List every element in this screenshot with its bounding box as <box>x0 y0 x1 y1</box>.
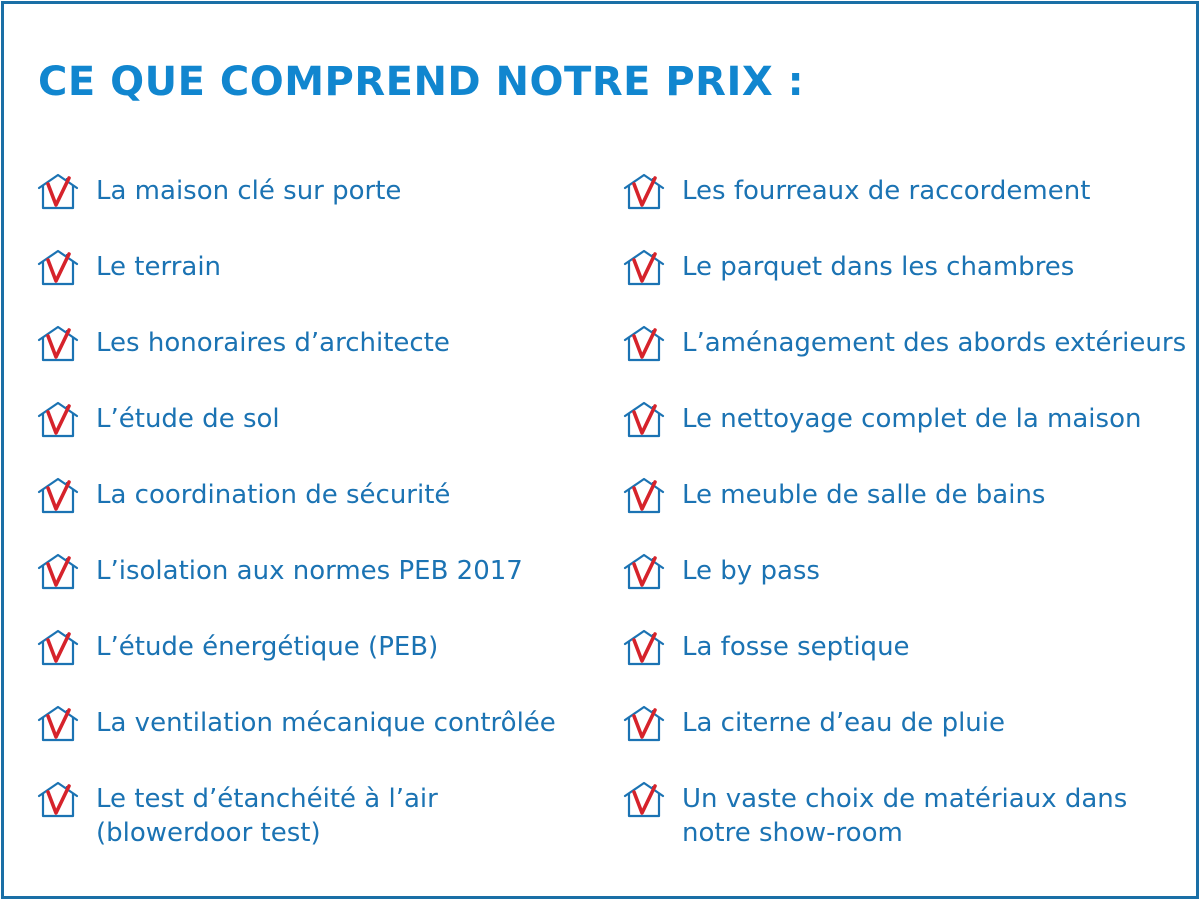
house-check-icon <box>622 324 666 364</box>
list-item-label: La maison clé sur porte <box>96 176 402 206</box>
house-check-icon <box>36 172 80 212</box>
list-item <box>622 628 910 668</box>
list-item-label: Le meuble de salle de bains <box>682 480 1046 510</box>
list-item-label: Le test d’étanchéité à l’air (blowerdoor test) <box>96 784 438 848</box>
list-item-label: L’isolation aux normes PEB 2017 <box>96 556 523 586</box>
page-frame <box>1 1 1199 899</box>
list-item <box>622 324 1186 364</box>
house-check-icon <box>622 172 666 212</box>
house-check-icon <box>36 400 80 440</box>
list-item-label: La ventilation mécanique contrôlée <box>96 708 556 738</box>
house-check-icon <box>36 552 80 592</box>
list-item-label: Le by pass <box>682 556 820 586</box>
list-item <box>622 552 820 592</box>
list-item <box>36 552 523 592</box>
list-item <box>36 476 450 516</box>
list-item <box>36 400 280 440</box>
list-item-label: L’aménagement des abords extérieurs <box>682 328 1187 358</box>
list-item-label: L’étude énergétique (PEB) <box>96 632 439 662</box>
list-item <box>622 248 1074 288</box>
list-item <box>622 704 1005 744</box>
house-check-icon <box>36 628 80 668</box>
house-check-icon <box>622 628 666 668</box>
house-check-icon <box>36 476 80 516</box>
house-check-icon <box>36 780 80 820</box>
house-check-icon <box>622 780 666 820</box>
house-check-icon <box>622 552 666 592</box>
house-check-icon <box>622 476 666 516</box>
page-title: CE QUE COMPREND NOTRE PRIX : <box>38 59 805 105</box>
house-check-icon <box>36 704 80 744</box>
list-item <box>36 704 556 744</box>
list-item-label: La coordination de sécurité <box>96 480 451 510</box>
list-item <box>622 400 1141 440</box>
house-check-icon <box>622 704 666 744</box>
list-item-label: Un vaste choix de matériaux dans notre show-room <box>682 784 1128 848</box>
list-item <box>36 324 450 364</box>
list-item-label: La citerne d’eau de pluie <box>682 708 1005 738</box>
list-item-label: Le parquet dans les chambres <box>682 252 1075 282</box>
list-item-label: Les fourreaux de raccordement <box>682 176 1091 206</box>
list-item-label: Le terrain <box>96 252 222 282</box>
list-item-label: Les honoraires d’architecte <box>96 328 450 358</box>
list-item <box>36 628 438 668</box>
list-item <box>36 248 221 288</box>
list-item <box>36 780 438 850</box>
list-item <box>622 476 1045 516</box>
list-item <box>622 780 1127 850</box>
house-check-icon <box>622 248 666 288</box>
house-check-icon <box>622 400 666 440</box>
house-check-icon <box>36 324 80 364</box>
house-check-icon <box>36 248 80 288</box>
list-item-label: L’étude de sol <box>96 404 280 434</box>
list-item <box>36 172 401 212</box>
list-item-label: Le nettoyage complet de la maison <box>682 404 1142 434</box>
list-item <box>622 172 1090 212</box>
list-item-label: La fosse septique <box>682 632 910 662</box>
